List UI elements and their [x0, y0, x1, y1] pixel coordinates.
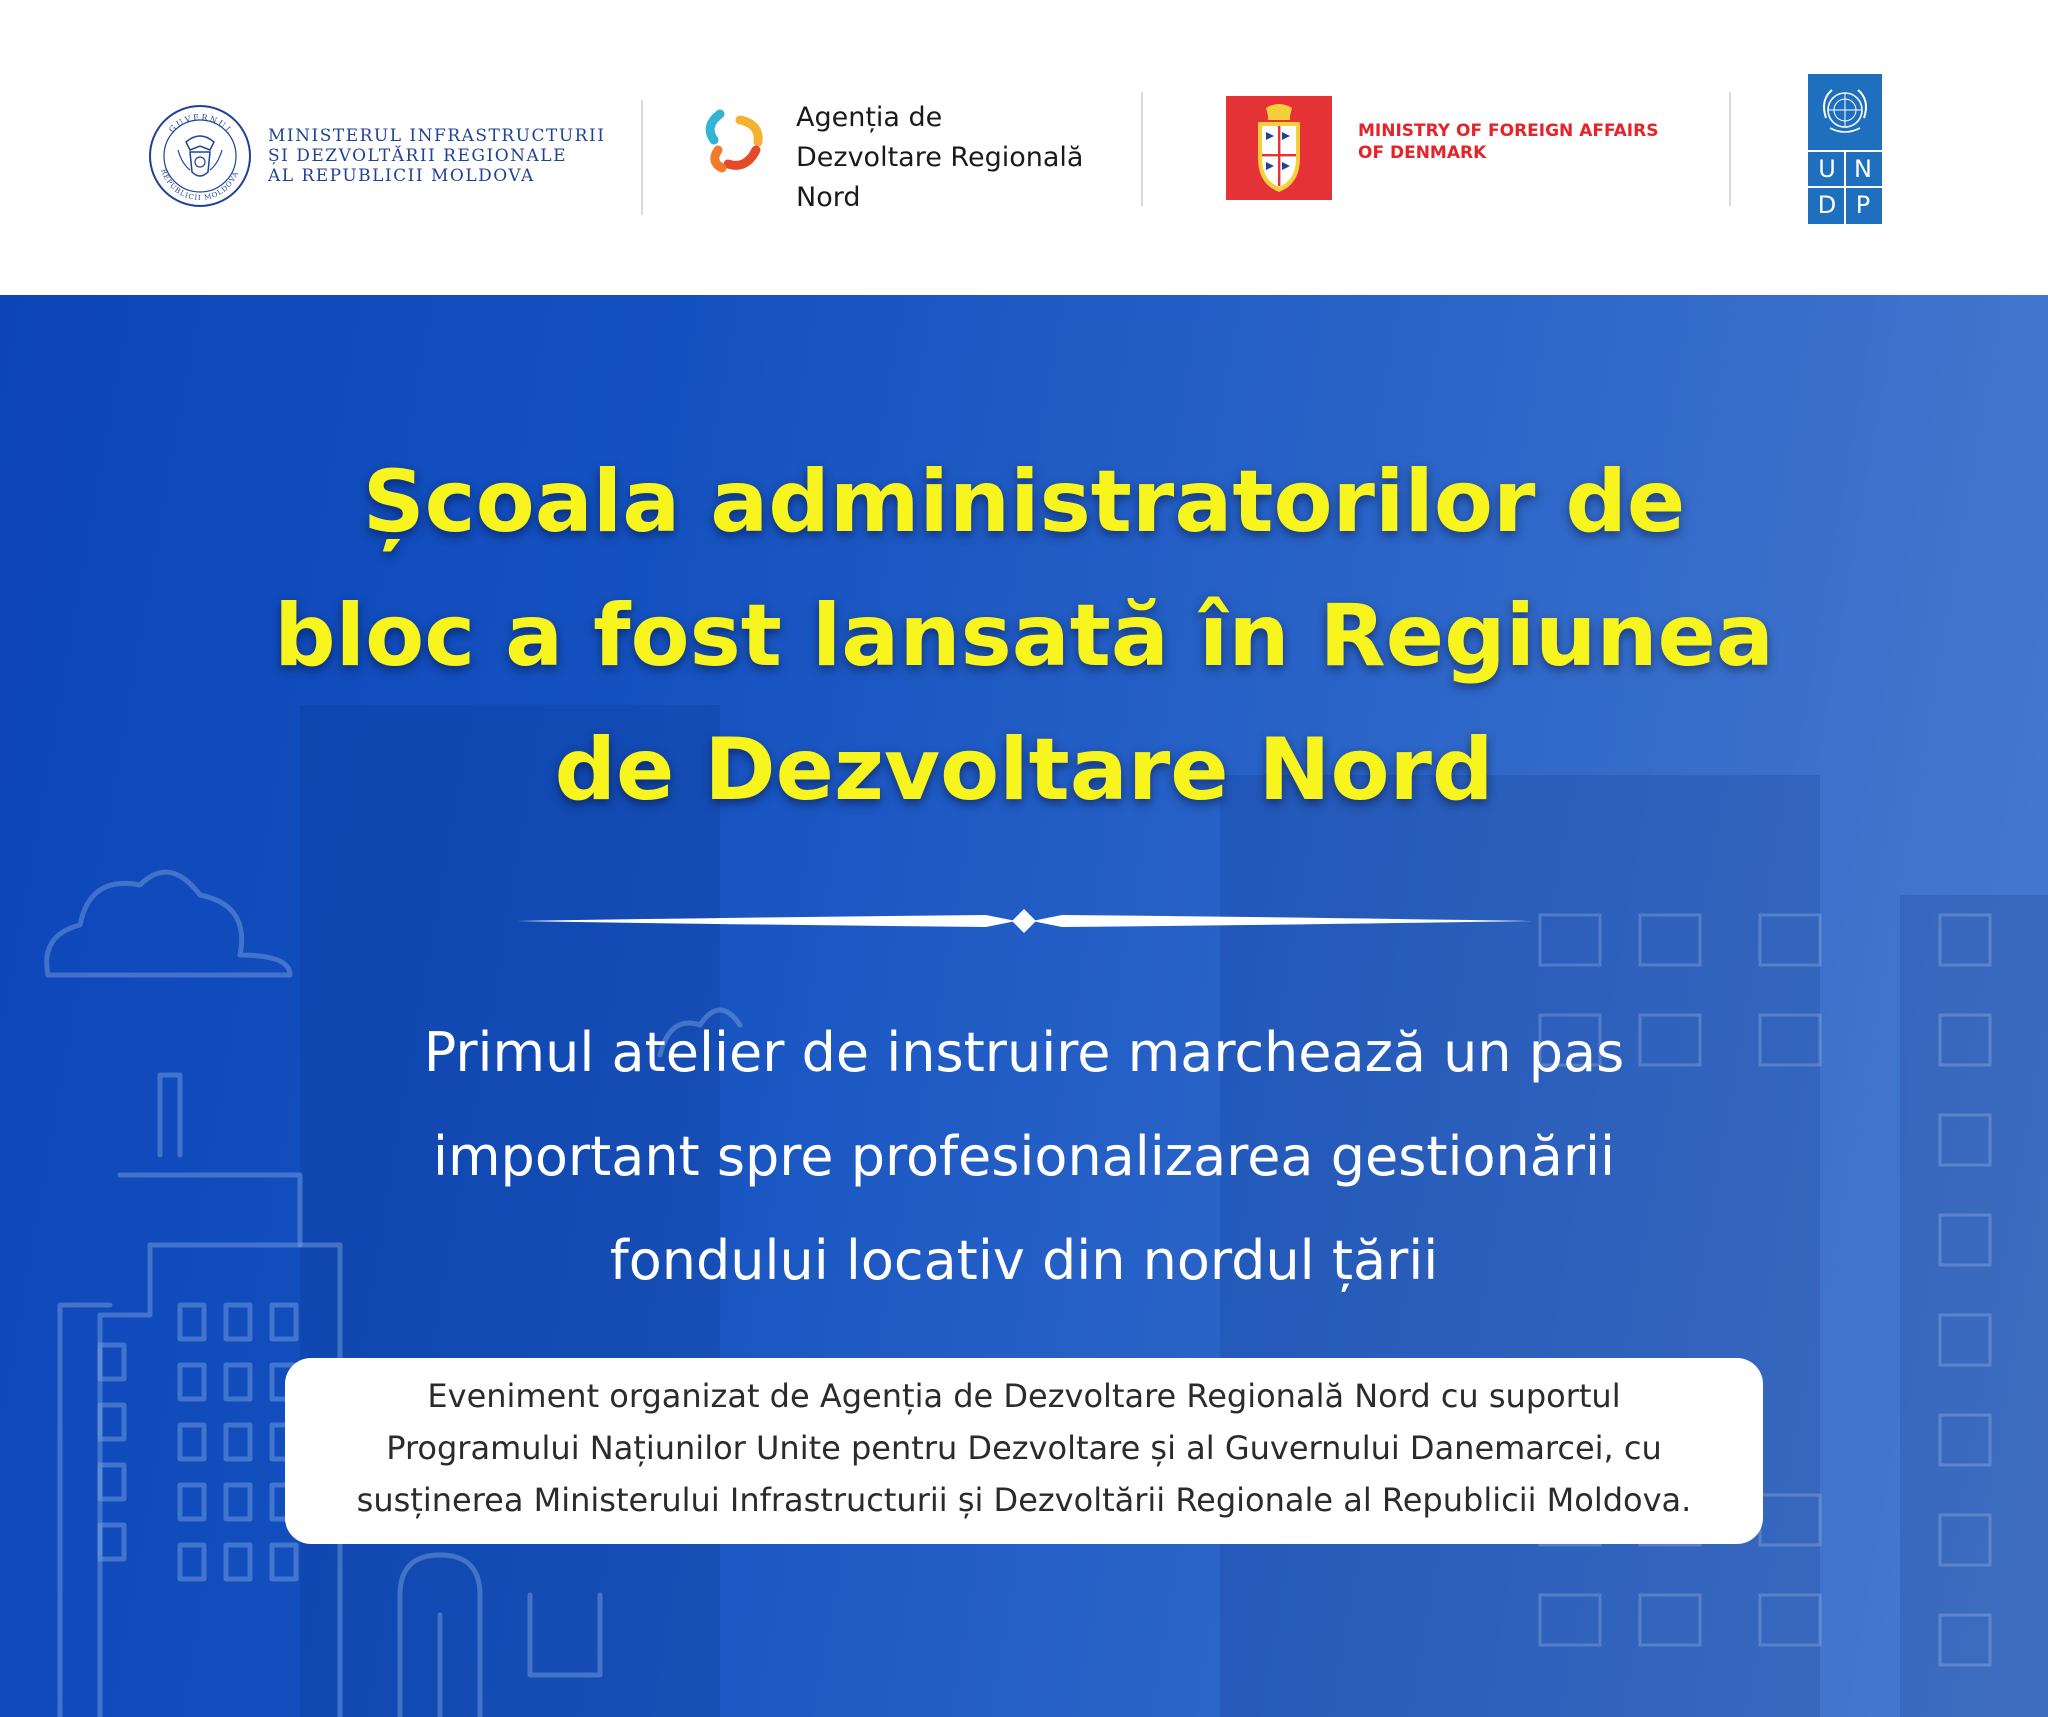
undp-letter-d: D — [1817, 191, 1837, 219]
seal-text-top: GUVERNUL — [167, 112, 235, 137]
denmark-crest-icon — [1226, 96, 1332, 200]
subtitle-line: important spre profesionalizarea gestionării — [432, 1125, 1616, 1188]
ministry-line-1: MINISTERUL INFRASTRUCTURII — [268, 126, 606, 146]
adr-nord-name — [796, 98, 1126, 218]
ministry-logo — [148, 100, 606, 220]
header-divider — [1729, 92, 1731, 206]
un-globe-icon — [1814, 80, 1876, 142]
adr-line-3: Nord — [796, 182, 861, 213]
undp-grid-line — [1844, 152, 1846, 224]
subtitle-line: Primul atelier de instruire marchează un pas — [423, 1021, 1625, 1084]
organizer-note — [285, 1358, 1763, 1544]
subtitle-line: fondului locativ din nordul țării — [609, 1229, 1439, 1292]
moldova-seal-icon — [148, 100, 252, 212]
undp-logo — [1808, 74, 1882, 224]
undp-letter-u: U — [1818, 155, 1836, 183]
header-divider — [1141, 92, 1143, 206]
ministry-line-3: AL REPUBLICII MOLDOVA — [268, 166, 535, 186]
adr-nord-logo — [700, 98, 1120, 222]
hero-banner — [0, 295, 2048, 1717]
ornamental-divider — [516, 903, 1532, 939]
title-line: Școala administratorilor de — [362, 452, 1686, 552]
denmark-crest-box — [1226, 96, 1332, 200]
undp-letter-n: N — [1854, 155, 1872, 183]
organizer-note-text — [285, 1370, 1763, 1526]
denmark-line-2: OF DENMARK — [1358, 143, 1487, 163]
note-line: Programului Națiunilor Unite pentru Dezvoltare și al Guvernului Danemarcei, cu — [386, 1429, 1662, 1467]
undp-letter-p: P — [1855, 191, 1871, 219]
ministry-line-2: ȘI DEZVOLTĂRII REGIONALE — [268, 146, 567, 166]
svg-text:GUVERNUL — [167, 113, 234, 137]
page-subtitle — [150, 1001, 1898, 1313]
denmark-mfa-name — [1358, 120, 1698, 164]
note-line: Eveniment organizat de Agenția de Dezvoltare Regională Nord cu suportul — [427, 1377, 1621, 1415]
seal-text-bottom: REPUBLICII MOLDOVA — [159, 168, 241, 203]
adr-line-1: Agenția de — [796, 102, 943, 133]
header-divider — [641, 100, 643, 215]
adr-line-2: Dezvoltare Regională — [796, 142, 1084, 173]
denmark-mfa-logo — [1226, 96, 1696, 200]
page-title — [120, 435, 1928, 837]
note-line: susținerea Ministerului Infrastructurii și Dezvoltării Regionale al Republicii Moldova. — [356, 1481, 1692, 1519]
denmark-line-1: MINISTRY OF FOREIGN AFFAIRS — [1358, 121, 1659, 141]
title-line: bloc a fost lansată în Regiunea — [274, 586, 1774, 686]
adr-swirl-icon — [700, 106, 770, 176]
title-line: de Dezvoltare Nord — [554, 720, 1494, 820]
logo-header — [0, 0, 2048, 295]
ministry-name — [268, 126, 606, 186]
